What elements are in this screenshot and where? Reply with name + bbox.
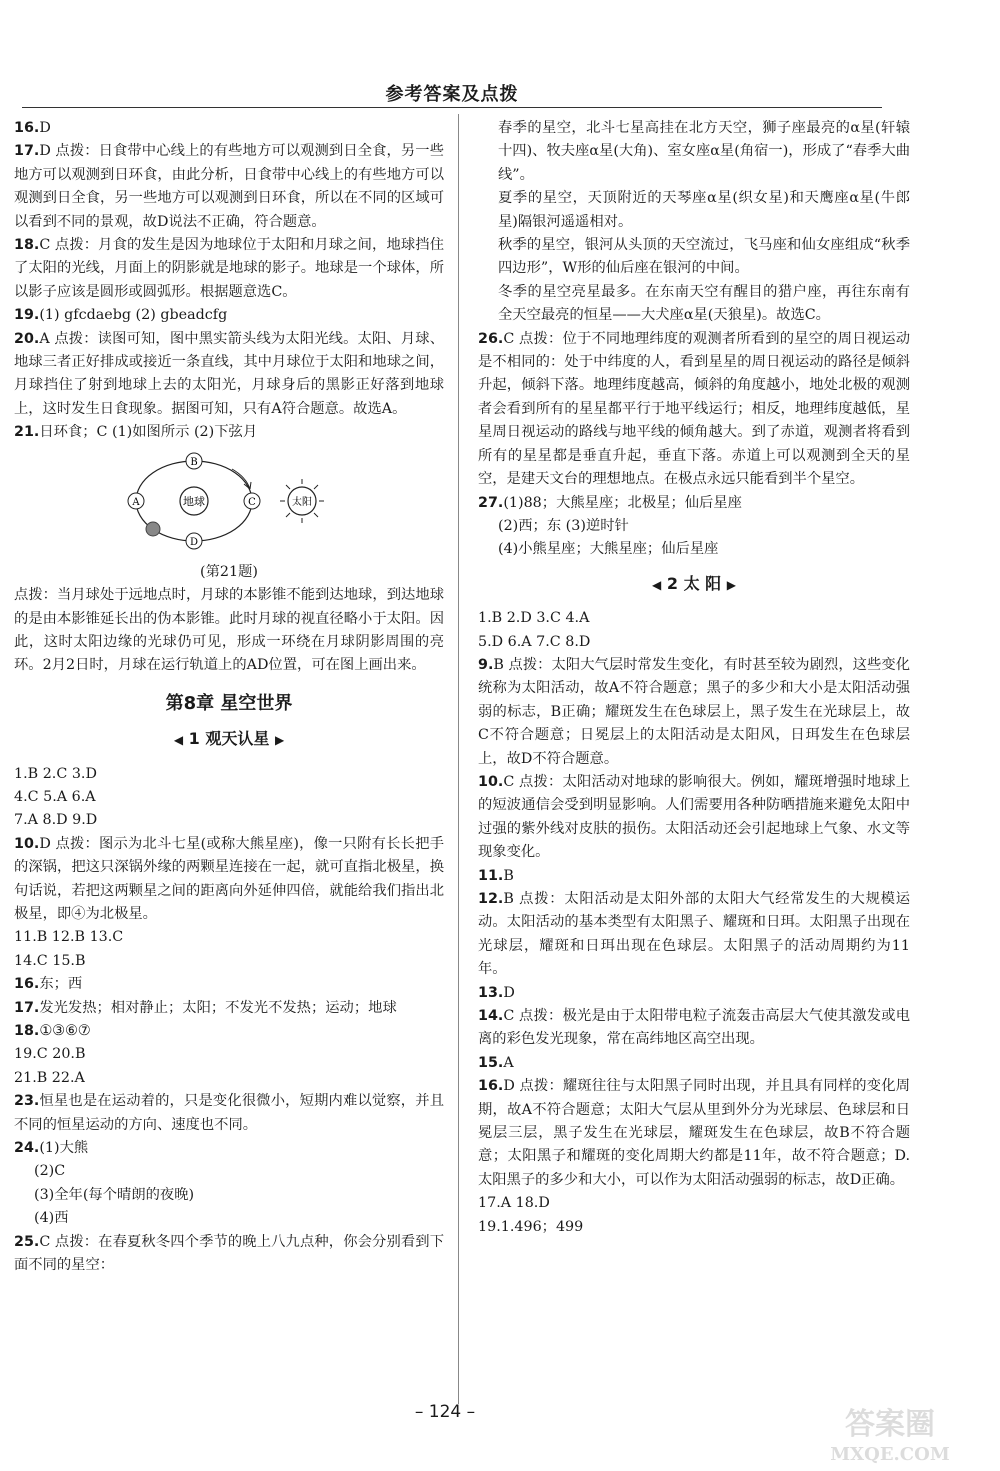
watermark-text: 答案圈 bbox=[845, 1407, 935, 1442]
answer-item bbox=[14, 117, 444, 140]
answer-item bbox=[478, 865, 910, 888]
answer-number: 16. bbox=[478, 1078, 504, 1095]
answer-number: 19. bbox=[14, 307, 40, 324]
page-number: – 124 – bbox=[414, 1402, 476, 1422]
section-title-1 bbox=[14, 727, 444, 752]
answer-text: B bbox=[503, 867, 514, 884]
answer-item bbox=[14, 763, 444, 786]
answer-number: 24. bbox=[14, 1140, 40, 1157]
watermark-logo bbox=[790, 1400, 990, 1466]
answer-text: D 点拨：耀斑往往与太阳黑子同时出现，并且具有同样的变化周期，故A不符合题意；太阳大气层从里到外分为光球层、色球层和日冕层三层，黑子发生在光球层，耀斑发生在色球层，故B不符合题意；太阳黑子和耀斑的变化周期大约都是11年，故不符合题意；D.太阳黑子的多少和大小，可以作为太阳活动强弱的标志，故D正确。 bbox=[478, 1078, 910, 1188]
answer-item bbox=[14, 833, 444, 927]
right-column bbox=[478, 117, 910, 1239]
figure-21-diagram bbox=[14, 449, 444, 561]
answer-item bbox=[478, 328, 910, 492]
answer-item bbox=[478, 187, 910, 234]
answer-item bbox=[14, 926, 444, 949]
answer-text: C 点拨：太阳活动对地球的影响很大。例如，耀斑增强时地球上的短波通信会受到明显影响。人们需要用各种防晒措施来避免太阳中过强的紫外线对皮肤的损伤。太阳活动还会引起地球上气象、水文等现象变化。 bbox=[478, 773, 910, 861]
answer-text: C 点拨：位于不同地理纬度的观测者所看到的星空的周日视运动是不相同的：处于中纬度的人，看到星星的周日视运动的路径是倾斜升起，倾斜下落。地理纬度越高，倾斜的角度越小，地处北极的观测者会看到所有的星星都平行于地平线运行；相反，地理纬度越低，星星周日视运动的路线与地平线的倾角越大。到了赤道，观测者将看到所有的星星都是垂直升起，垂直下落。赤道上可以观测到全天的星空，是建天文台的理想地点。在极点永远只能看到半个星空。 bbox=[478, 330, 910, 488]
answer-item bbox=[14, 786, 444, 809]
answer-number: 13. bbox=[478, 984, 504, 1001]
answer-text: 1.B 2.D 3.C 4.A bbox=[478, 610, 590, 627]
answer-text: 21.B 22.A bbox=[14, 1069, 85, 1086]
answer-text: (2)C bbox=[34, 1163, 66, 1180]
answer-text: 19.1.496；499 bbox=[478, 1218, 584, 1235]
answer-text: A 点拨：读图可知，图中黑实箭头线为太阳光线。太阳、月球、地球三者正好排成或接近一条直线，其中月球位于太阳和地球之间，月球挡住了射到地球上去的太阳光，月球身后的黑影正好落到地球上，这时发生日食现象。据图可知，只有A符合题意。故选A。 bbox=[14, 330, 444, 417]
answer-item bbox=[478, 631, 910, 654]
answer-text: B 点拨：太阳大气层时常发生变化，有时甚至较为剧烈，这些变化统称为太阳活动，故A不符合题意；黑子的多少和大小是太阳活动强弱的标志，B正确；耀斑发生在色球层上，黑子发生在光球层上，故C不符合题意；日冕层上的太阳活动是太阳风，日珥发生在色球层上，故D不符合题意。 bbox=[478, 656, 910, 767]
answer-text: C 点拨：月食的发生是因为地球位于太阳和月球之间，地球挡住了太阳的光线，月面上的阴影就是地球的影子。地球是一个球体，所以影子应该是圆形或圆弧形。根据题意选C。 bbox=[14, 237, 444, 300]
answer-text: D bbox=[503, 984, 515, 1001]
answer-item bbox=[478, 1052, 910, 1075]
watermark-site: MXQE.COM bbox=[830, 1444, 950, 1465]
answer-text: 5.D 6.A 7.C 8.D bbox=[478, 633, 591, 650]
right-answers-pre bbox=[478, 117, 910, 562]
answer-item bbox=[14, 140, 444, 234]
right-answers-post bbox=[478, 607, 910, 1239]
answer-item bbox=[14, 1090, 444, 1137]
answer-number: 25. bbox=[14, 1233, 40, 1250]
earth-label: 地球 bbox=[183, 494, 205, 508]
answer-number: 11. bbox=[478, 867, 504, 884]
answer-number: 10. bbox=[478, 773, 504, 790]
answer-text: 夏季的星空，天顶附近的天琴座α星(织女星)和天鹰座α星(牛郎星)隔银河遥遥相对。 bbox=[498, 190, 910, 230]
pos-a-label: A bbox=[132, 496, 140, 508]
answer-text: 14.C 15.B bbox=[14, 952, 86, 969]
answer-item bbox=[478, 1216, 910, 1239]
answer-text: 1.B 2.C 3.D bbox=[14, 765, 97, 782]
section-title-2-text: 2 太 阳 bbox=[666, 573, 722, 593]
answer-item bbox=[478, 117, 910, 187]
answer-text: 秋季的星空，银河从头顶的天空流过，飞马座和仙女座组成“秋季四边形”，W形的仙后座在银河的中间。 bbox=[498, 237, 910, 277]
answer-text: (2)西；东 (3)逆时针 bbox=[498, 517, 629, 534]
answer-number: 10. bbox=[14, 835, 40, 852]
answer-text: (4)西 bbox=[34, 1210, 69, 1227]
answer-item bbox=[478, 1005, 910, 1052]
answer-text: B 点拨：太阳活动是太阳外部的太阳大气经常发生的大规模运动。太阳活动的基本类型有太阳黑子、耀斑和日珥。太阳黑子出现在光球层，耀斑和日珥出现在色球层。太阳黑子的活动周期约为11年。 bbox=[478, 891, 910, 978]
page-header-title: 参考答案及点拨 bbox=[385, 84, 519, 105]
answer-text: A bbox=[503, 1054, 514, 1071]
answer-item bbox=[14, 421, 444, 444]
section-title-1-text: 1 观天认星 bbox=[188, 729, 270, 749]
answer-text: (4)小熊星座；大熊星座；仙后星座 bbox=[498, 541, 719, 558]
answer-number: 18. bbox=[14, 237, 40, 254]
triangle-left-icon: ◀ bbox=[173, 733, 184, 748]
answer-number: 16. bbox=[14, 976, 40, 993]
figure-21 bbox=[14, 449, 444, 561]
answer-item bbox=[14, 1160, 444, 1183]
answer-text: 东；西 bbox=[39, 976, 83, 993]
answer-item bbox=[14, 973, 444, 996]
answer-item bbox=[14, 1043, 444, 1066]
answer-text: ①③⑥⑦ bbox=[39, 1023, 91, 1039]
answer-item bbox=[14, 997, 444, 1020]
answer-text: 17.A 18.D bbox=[478, 1195, 550, 1212]
triangle-left-icon: ◀ bbox=[652, 577, 662, 592]
answer-text: 4.C 5.A 6.A bbox=[14, 788, 96, 805]
answer-text: (1)大熊 bbox=[39, 1140, 89, 1157]
answer-number: 15. bbox=[478, 1054, 504, 1071]
pos-c-label: C bbox=[248, 496, 256, 508]
answer-number: 17. bbox=[14, 999, 40, 1016]
answer-item bbox=[478, 888, 910, 982]
answer-text: D 点拨：日食带中心线上的有些地方可以观测到日全食，另一些地方可以观测到日环食，由此分析，日食带中心线上的有些地方可以观测到日全食，另一些地方可以观测到日环食，所以在不同的区域可以看到不同的景观，故D说法不正确，符合题意。 bbox=[14, 143, 444, 230]
answer-item bbox=[478, 1192, 910, 1215]
answer-item bbox=[14, 809, 444, 832]
answer-item bbox=[14, 304, 444, 327]
answer-item bbox=[478, 654, 910, 771]
answer-item bbox=[14, 1184, 444, 1207]
answer-text: 春季的星空，北斗七星高挂在北方天空，狮子座最亮的α星(轩辕十四)、牧夫座α星(大角)、室女座α星(角宿一)，形成了“春季大曲线”。 bbox=[498, 120, 910, 183]
answer-number: 27. bbox=[478, 494, 504, 511]
answer-text: C 点拨：极光是由于太阳带电粒子流轰击高层大气使其激发或电离的彩色发光现象，常在高纬地区高空出现。 bbox=[478, 1008, 910, 1048]
answer-number: 18. bbox=[14, 1023, 40, 1039]
answer-number: 21. bbox=[14, 424, 40, 441]
figure-21-note bbox=[14, 584, 444, 678]
answer-number: 16. bbox=[14, 120, 40, 136]
answer-number: 17. bbox=[14, 143, 40, 160]
triangle-right-icon: ▶ bbox=[274, 733, 285, 748]
answer-text: 11.B 12.B 13.C bbox=[14, 929, 124, 946]
answer-text: 日环食；C (1)如图所示 (2)下弦月 bbox=[39, 424, 258, 441]
answer-text: 发光发热；相对静止；太阳；不发光不发热；运动；地球 bbox=[39, 999, 397, 1016]
answer-text: C 点拨：在春夏秋冬四个季节的晚上八九点种，你会分别看到下面不同的星空： bbox=[14, 1233, 444, 1274]
answer-number: 23. bbox=[14, 1093, 40, 1110]
figure-21-caption: (第21题) bbox=[200, 563, 258, 580]
answer-item bbox=[478, 515, 910, 538]
left-answers-post bbox=[14, 763, 444, 1278]
answer-text: (1)88；大熊星座；北极星；仙后星座 bbox=[503, 494, 742, 511]
answer-item bbox=[14, 1207, 444, 1230]
left-column bbox=[14, 117, 444, 1277]
answer-item bbox=[14, 328, 444, 422]
answer-item bbox=[14, 1067, 444, 1090]
answer-text: 19.C 20.B bbox=[14, 1046, 86, 1063]
sun-label: 太阳 bbox=[292, 496, 312, 508]
chapter-title: 第8章 星空世界 bbox=[165, 692, 293, 714]
column-divider bbox=[458, 114, 459, 1404]
answer-item bbox=[478, 538, 910, 561]
answer-text: D 点拨：图示为北斗七星(或称大熊星座)，像一只附有长长把手的深锅，把这只深锅外缘的两颗星连接在一起，就可直指北极星，换句话说，若把这两颗星之间的距离向外延伸四倍，就能给我们指出北极星，即④为北极星。 bbox=[14, 835, 444, 922]
answer-text: D bbox=[39, 120, 51, 136]
header-rule bbox=[22, 107, 882, 108]
pos-d-label: D bbox=[189, 536, 199, 548]
answer-number: 20. bbox=[14, 330, 40, 347]
answer-item bbox=[478, 771, 910, 865]
answer-text: 恒星也是在运动着的，只是变化很微小，短期内难以觉察，并且不同的恒星运动的方向、速度也不同。 bbox=[14, 1093, 444, 1133]
triangle-right-icon: ▶ bbox=[726, 577, 736, 592]
answer-item bbox=[478, 492, 910, 515]
answer-item bbox=[478, 607, 910, 630]
answer-item bbox=[478, 234, 910, 281]
answer-text: (1) gfcdaebg (2) gbeadcfg bbox=[39, 307, 228, 324]
answer-number: 9. bbox=[478, 656, 494, 673]
answer-number: 26. bbox=[478, 330, 504, 347]
section-title-2 bbox=[478, 572, 910, 597]
answer-text: 冬季的星空亮星最多。在东南天空有醒目的猎户座，再往东南有全天空最亮的恒星——大犬座α星(天狼星)。故选C。 bbox=[498, 283, 910, 324]
answer-item bbox=[14, 234, 444, 304]
answer-item bbox=[478, 982, 910, 1005]
answer-text: 7.A 8.D 9.D bbox=[14, 812, 98, 829]
answer-item bbox=[14, 1137, 444, 1160]
answer-number: 14. bbox=[478, 1008, 504, 1025]
answer-item bbox=[14, 950, 444, 973]
answer-item bbox=[478, 281, 910, 328]
answer-number: 12. bbox=[478, 891, 504, 907]
answer-item bbox=[14, 1231, 444, 1278]
answer-item bbox=[14, 1020, 444, 1043]
pos-b-label: B bbox=[190, 456, 198, 468]
drawn-moon-icon bbox=[146, 522, 160, 536]
left-answers-pre bbox=[14, 117, 444, 445]
note-text: 点拨：当月球处于远地点时，月球的本影锥不能到达地球，到达地球的是由本影锥延长出的伪本影锥。此时月球的视直径略小于太阳。因此，这时太阳边缘的光球仍可见，形成一环绕在月球阴影周围的亮环。2月2日时，月球在运行轨道上的AD位置，可在图上画出来。 bbox=[14, 587, 444, 674]
answer-item bbox=[478, 1075, 910, 1192]
answer-text: (3)全年(每个晴朗的夜晚) bbox=[34, 1186, 195, 1203]
